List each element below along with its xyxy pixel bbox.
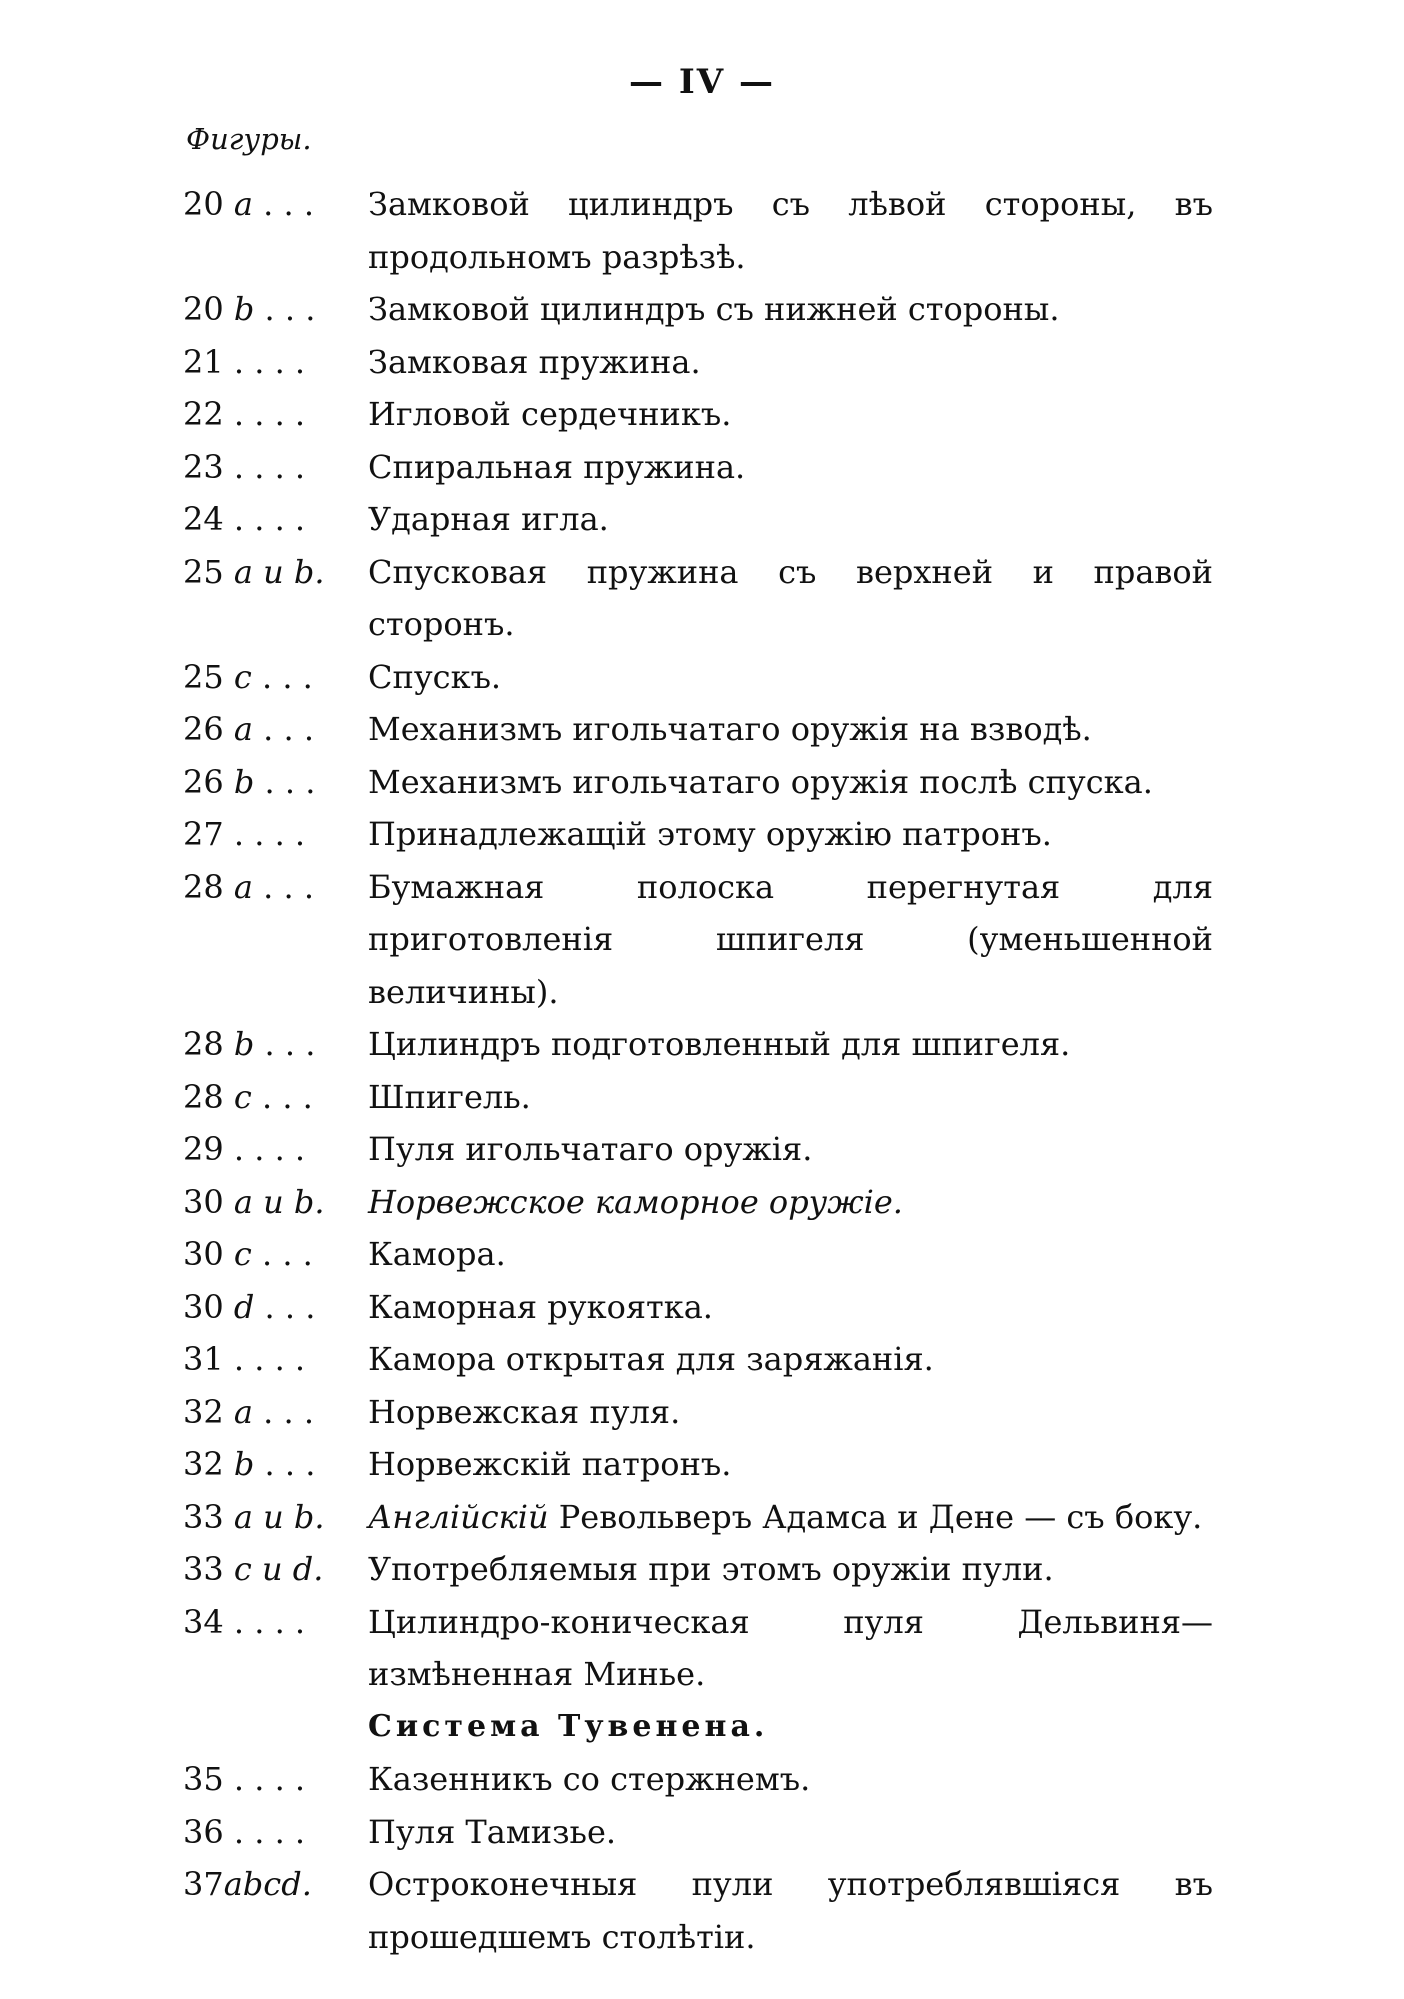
list-item: 30 a и b. Норвежское каморное оружіе.: [0, 1176, 1404, 1229]
item-text: Пуля Тамизье.: [368, 1812, 617, 1851]
list-item: 29 . . . . Пуля игольчатаго оружія.: [0, 1123, 1404, 1176]
item-text: Камора.: [368, 1235, 506, 1273]
list-item: 20 a . . . Замковой цилиндръ съ лѣвой стороны, въ продольномъ разрѣзѣ.: [0, 178, 1404, 283]
page-number: — IV —: [629, 62, 775, 102]
list-item: 33 a и b. Англійскій Револьверъ Адамса и Дене — съ боку.: [0, 1491, 1404, 1544]
item-text: Спускъ.: [368, 657, 502, 696]
list-item: 22 . . . . Игловой сердечникъ.: [0, 388, 1404, 441]
list-item: 37abcd. Остроконечныя пули употреблявшіяся въ прошедшемъ столѣтіи.: [0, 1858, 1404, 1963]
subsection-heading: Система Тувенена.: [368, 1708, 769, 1744]
subsection-heading-row: [0, 1701, 1404, 1754]
item-text: Механизмъ игольчатаго оружія на взводѣ.: [368, 710, 1092, 748]
list-item: 25 c . . . Спускъ.: [0, 651, 1404, 704]
item-text: Цилиндръ подготовленный для шпигеля.: [368, 1025, 1071, 1063]
list-item: 31 . . . . Камора открытая для заряжанія.: [0, 1333, 1404, 1386]
item-text: Остроконечныя пули употреблявшіяся въ прошедшемъ столѣтіи.: [368, 1865, 1213, 1956]
list-item: 25 a и b. Спусковая пружина съ верхней и правой сторонъ.: [0, 546, 1404, 651]
list-item: 21 . . . . Замковая пружина.: [0, 336, 1404, 389]
item-text: Ударная игла.: [368, 500, 609, 538]
item-text: Спиральная пружина.: [368, 447, 746, 486]
item-text: Употребляемыя при этомъ оружіи пули.: [368, 1550, 1054, 1588]
item-text: Норвежская пуля.: [368, 1392, 681, 1431]
list-item: 26 b . . . Механизмъ игольчатаго оружія послѣ спуска.: [0, 756, 1404, 809]
item-text: Замковой цилиндръ съ лѣвой стороны, въ продольномъ разрѣзѣ.: [368, 185, 1213, 276]
item-text: Норвежскій патронъ.: [368, 1445, 732, 1483]
item-text: Принадлежащій этому оружію патронъ.: [368, 815, 1052, 853]
list-item: 26 a . . . Механизмъ игольчатаго оружія на взводѣ.: [0, 703, 1404, 756]
item-text: Спусковая пружина съ верхней и правой сторонъ.: [368, 552, 1213, 643]
list-item: 28 a . . . Бумажная полоска перегнутая для приготовленія шпигеля (уменьшенной величины).: [0, 861, 1404, 1019]
item-text: Англійскій Револьверъ Адамса и Дене — съ боку.: [368, 1497, 1203, 1536]
item-text: Казенникъ со стержнемъ.: [368, 1760, 811, 1798]
section-label: Фигуры.: [186, 122, 312, 156]
list-item: 32 a . . . Норвежская пуля.: [0, 1386, 1404, 1439]
item-text: Бумажная полоска перегнутая для приготовленія шпигеля (уменьшенной величины).: [368, 867, 1213, 1011]
item-text: Шпигель.: [368, 1077, 531, 1116]
item-text: Камора открытая для заряжанія.: [368, 1340, 934, 1378]
figure-list: [0, 178, 1404, 1963]
item-text: Игловой сердечникъ.: [368, 395, 732, 433]
item-text: Замковой цилиндръ съ нижней стороны.: [368, 290, 1060, 328]
list-item: 36 . . . . Пуля Тамизье.: [0, 1806, 1404, 1859]
list-item: 35 . . . . Казенникъ со стержнемъ.: [0, 1753, 1404, 1806]
item-text: Механизмъ игольчатаго оружія послѣ спуска.: [368, 762, 1153, 801]
list-item: 30 d . . . Каморная рукоятка.: [0, 1281, 1404, 1334]
item-text: Цилиндро-коническая пуля Дельвиня—измѣненная Миньe.: [368, 1602, 1213, 1693]
list-item: 33 c и d. Употребляемыя при этомъ оружіи пули.: [0, 1543, 1404, 1596]
list-item: 28 b . . . Цилиндръ подготовленный для шпигеля.: [0, 1018, 1404, 1071]
item-text: Каморная рукоятка.: [368, 1287, 713, 1326]
item-text: Норвежское каморное оружіе.: [368, 1182, 903, 1221]
item-text: Пуля игольчатаго оружія.: [368, 1130, 813, 1168]
list-item: 24 . . . . Ударная игла.: [0, 493, 1404, 546]
list-item: 30 c . . . Камора.: [0, 1228, 1404, 1281]
item-text: Замковая пружина.: [368, 342, 701, 381]
list-item: 32 b . . . Норвежскій патронъ.: [0, 1438, 1404, 1491]
list-item: 34 . . . . Цилиндро-коническая пуля Дельвиня—измѣненная Миньe.: [0, 1596, 1404, 1701]
list-item: 20 b . . . Замковой цилиндръ съ нижней стороны.: [0, 283, 1404, 336]
list-item: 28 c . . . Шпигель.: [0, 1071, 1404, 1124]
list-item: 23 . . . . Спиральная пружина.: [0, 441, 1404, 494]
list-item: 27 . . . . Принадлежащій этому оружію патронъ.: [0, 808, 1404, 861]
